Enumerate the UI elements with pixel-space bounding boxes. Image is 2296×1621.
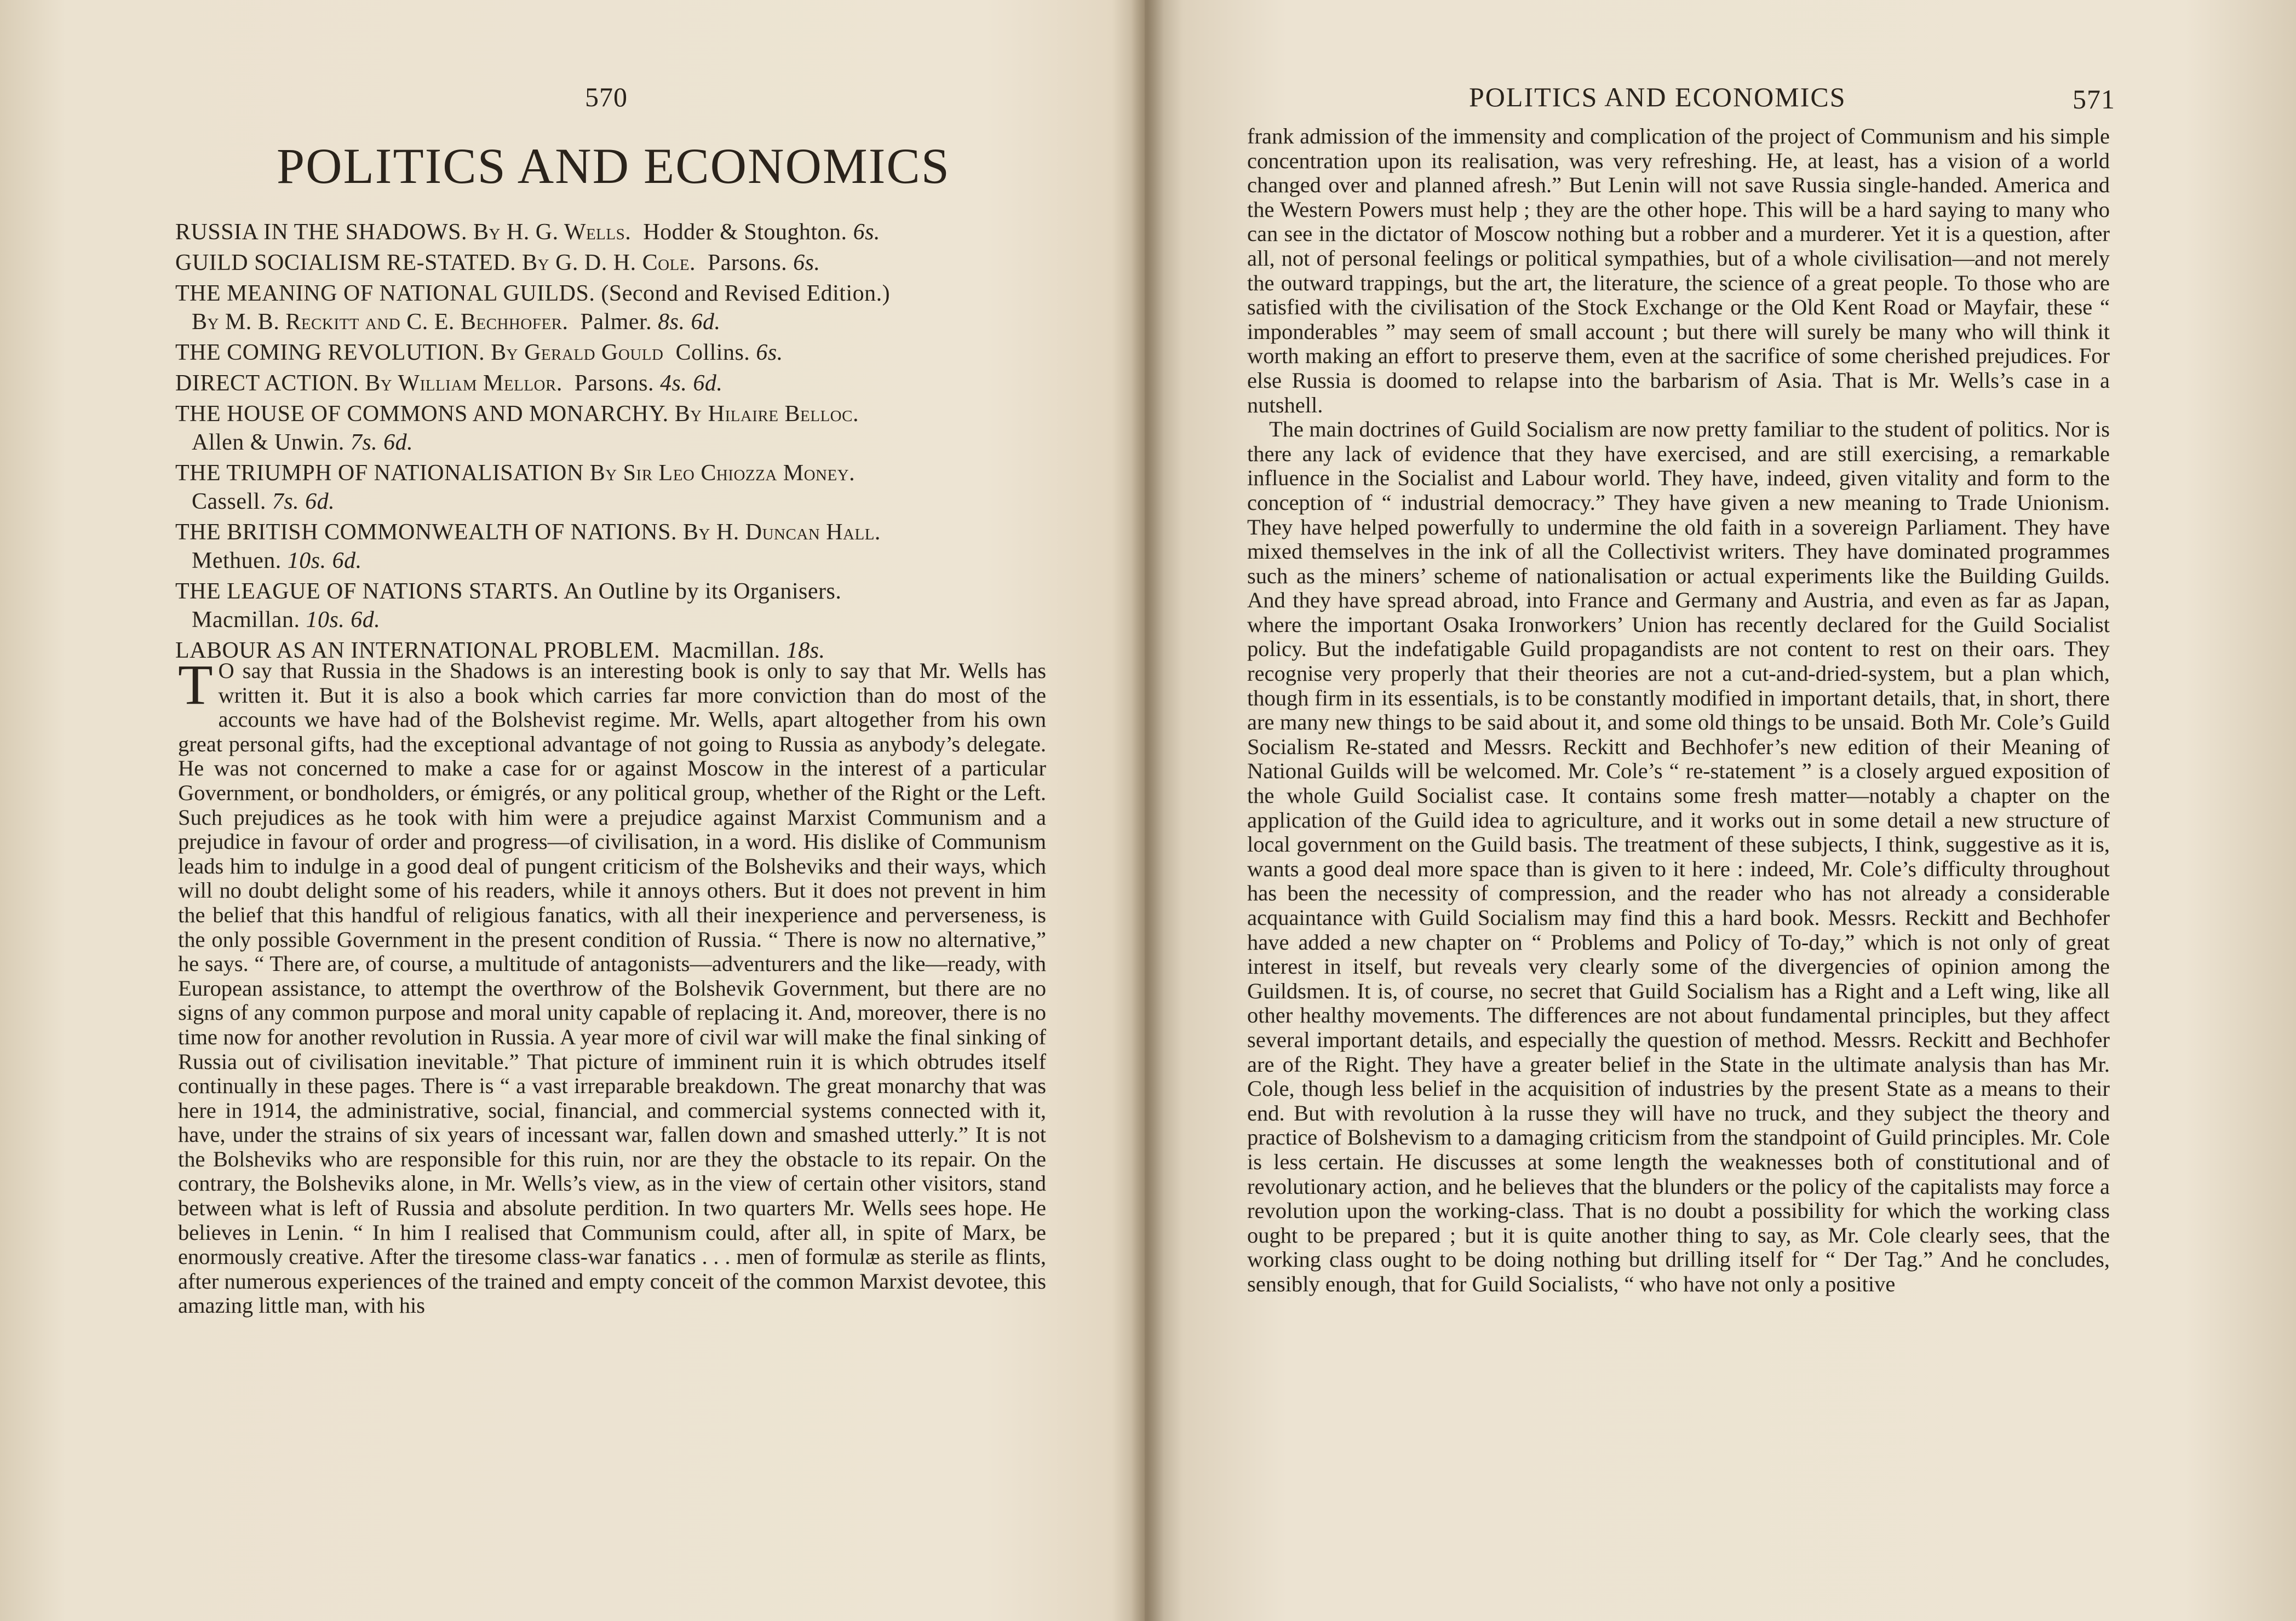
book-author: By William Mellor. (365, 371, 562, 396)
book-publisher: Collins. (675, 340, 750, 365)
left-page (0, 0, 1145, 1621)
book-title: THE BRITISH COMMONWEALTH OF NATIONS. (175, 520, 677, 545)
book-title: THE TRIUMPH OF NATIONALISATION (175, 461, 584, 486)
book-entry (175, 279, 1046, 336)
book-author: By H. Duncan Hall. (682, 520, 881, 545)
book-list (175, 218, 1046, 667)
book-entry (175, 369, 1046, 398)
book-title: THE HOUSE OF COMMONS AND MONARCHY. (175, 401, 669, 427)
gutter-shadow (1131, 0, 1164, 1621)
book-title: THE MEANING OF NATIONAL GUILDS. (Second and Revised Edition.) (175, 281, 891, 306)
book-price: 18s. (786, 638, 825, 663)
book-price: 4s. 6d. (660, 371, 723, 396)
book-title: GUILD SOCIALISM RE-STATED. (175, 250, 516, 275)
book-entry (175, 518, 1046, 575)
book-title: THE COMING REVOLUTION. (175, 340, 485, 365)
book-title: LABOUR AS AN INTERNATIONAL PROBLEM. (175, 638, 661, 663)
book-publisher: Allen & Unwin. (192, 430, 345, 455)
book-entry (175, 338, 1046, 367)
book-entry (175, 400, 1046, 457)
review-paragraph: O say that Russia in the Shadows is an interesting book is only to say that Mr. Wells has written it. But it is also a book which carries far more conviction than do most of the accounts we have had of the Bolshevist regime. Mr. Wells, apart altogether from his own great personal gifts, had the exceptional advantage of not going to Russia as anybody’s delegate. He was not concerned to make a case for or against Moscow in the interest of a particular Government, or bondholders, or émigrés, or any political group, whether of the Right or the Left. Such prejudices as he took with him were a prejudice against Marxist Communism and a prejudice in favour of order and progress—of civilisation, in a word. His dislike of Communism leads him to indulge in a good deal of pungent criticism of the Bolsheviks and their ways, which will no doubt delight some of his readers, while it annoys others. But it does not prevent in him the belief that this handful of religious fanatics, with all their inexperience and perverseness, is the only possible Government in the present condition of Russia. “ There is now no alternative,” he says. “ There are, of course, a multitude of antagonists—adventurers and the like—ready, with European assistance, to attempt the overthrow of the Bolshevik Government, but there are no signs of any common purpose and moral unity capable of replacing it. And, moreover, there is no time now for another revolution in Russia. A year more of civil war will make the final sinking of Russia out of civilisation inevitable.” That picture of imminent ruin it is which obtrudes itself continually in these pages. There is “ a vast irreparable breakdown. The great monarchy that was here in 1914, the administrative, social, financial, and commercial systems connected with it, have, under the strains of six years of incessant war, fallen down and smashed utterly.” It is not the Bolsheviks who are responsible for this ruin, nor are they the obstacle to its repair. On the contrary, the Bolsheviks alone, in Mr. Wells’s view, as in the view of certain other visitors, stand between what is left of Russia and absolute perdition. In two quarters Mr. Wells sees hope. He believes in Lenin. “ In him I realised that Communism could, after all, in spite of Marx, be enormously creative. After the tiresome class-war fanatics . . . men of formulæ as sterile as flints, after numerous experiences of the trained and empty conceit of the common Marxist devotee, this amazing little man, with his (178, 658, 1046, 1318)
page-number: 571 (2073, 84, 2115, 114)
book-title: RUSSIA IN THE SHADOWS. (175, 220, 467, 245)
book-publisher: Hodder & Stoughton. (643, 220, 847, 245)
book-author: By H. G. Wells. (473, 220, 632, 245)
review-paragraph: The main doctrines of Guild Socialism are now pretty familiar to the student of politics. Nor is there any lack of evidence that they have exercised, and are still exercising, a remarkable influence in the Socialist and Labour world. They have, indeed, given vitality and form to the conception of “ industrial democracy.” They have given a new meaning to Trade Unionism. They have helped powerfully to undermine the old faith in a sovereign Parliament. They have mixed themselves in the ink of all the Collectivist writers. They have dominated programmes such as the miners’ scheme of nationalisation or actual experiments like the Building Guilds. And they have spread abroad, into France and Germany and Austria, and even as far as Japan, where the important Osaka Ironworkers’ Union has recently declared for the Guild Socialist policy. But the indefatigable Guild propagandists are not content to rest on their oars. They recognise very properly that their theories are not a cut-and-dried-system, but a plan which, though firm in its essentials, is to be constantly modified in important details, that, in short, there are many new things to be said about it, and some old things to be unsaid. Both Mr. Cole’s Guild Socialism Re-stated and Messrs. Reckitt and Bechhofer’s new edition of their Meaning of National Guilds will be welcomed. Mr. Cole’s “ re-statement ” is a closely argued exposition of the whole Guild Socialist case. It contains some fresh matter—notably a chapter on the application of the Guild idea to agriculture, and it works out in some detail a new structure of local government on the Guild basis. The treatment of these subjects, I think, suggestive as it is, wants a good deal more space than is given to it here : indeed, Mr. Cole’s difficulty throughout has been the necessity of compression, and the reader who has not already a considerable acquaintance with Guild Socialism may find this a hard book. Messrs. Reckitt and Bechhofer have added a new chapter on “ Problems and Policy of To-day,” which is not only of great interest in itself, but reveals very clearly some of the divergencies of opinion among the Guildsmen. It is, of course, no secret that Guild Socialism has a Right and a Left wing, like all other healthy movements. The differences are not about fundamental principles, but they affect several important details, and especially the question of method. Messrs. Reckitt and Bechhofer are of the Right. They have a greater belief in the State in the ultimate analysis than has Mr. Cole, though less belief in the acquisition of industries by the present State as a means to their end. But with revolution à la russe they will have no truck, and they subject the theory and practice of Bolshevism to a damaging criticism from the standpoint of Guild principles. Mr. Cole is less certain. He discusses at some length the weaknesses both of constitutional and of revolutionary action, and he believes that the blunders or the policy of the capitalists may force a revolution upon the working-class. That is no doubt a possibility for which the working class ought to be prepared ; but it is quite another thing to say, as Mr. Cole clearly sees, that the working class ought to be doing nothing but drilling itself for “ Der Tag.” And he concludes, sensibly enough, that for Guild Socialists, “ who have not only a positive (1247, 417, 2110, 1296)
book-author: By M. B. Reckitt and C. E. Bechhofer. (192, 309, 569, 335)
book-author: By G. D. H. Cole. (522, 250, 696, 275)
right-page (1145, 0, 2296, 1621)
page-number: 570 (585, 82, 628, 112)
book-entry (175, 459, 1046, 516)
review-body-right (1247, 124, 2110, 1297)
book-title: THE LEAGUE OF NATIONS STARTS. (175, 579, 559, 604)
book-price: 6s. (853, 220, 880, 245)
book-publisher: Palmer. (580, 309, 652, 335)
book-price: 8s. 6d. (658, 309, 721, 335)
book-price: 7s. 6d. (350, 430, 414, 455)
book-entry (175, 577, 1046, 634)
book-author: By Sir Leo Chiozza Money. (589, 461, 856, 486)
page-title: POLITICS AND ECONOMICS (277, 138, 950, 194)
book-price: 7s. 6d. (272, 489, 335, 514)
drop-cap: T (178, 653, 213, 716)
book-author: By Gerald Gould (491, 340, 664, 365)
book-author: An Outline by its Organisers. (564, 579, 842, 604)
book-entry (175, 218, 1046, 246)
review-body-left (178, 653, 1046, 1318)
book-price: 10s. 6d. (306, 607, 381, 633)
book-publisher: Macmillan. (192, 607, 300, 633)
book-price: 10s. 6d. (287, 548, 362, 573)
book-price: 6s. (756, 340, 783, 365)
book-price: 6s. (793, 250, 820, 275)
book-publisher: Parsons. (707, 250, 788, 275)
book-title: DIRECT ACTION. (175, 371, 359, 396)
review-paragraph: frank admission of the immensity and complication of the project of Communism and his simple concentration upon its realisation, was very refreshing. He, at least, has a vision of a world changed over and planned afresh.” But Lenin will not save Russia single-handed. America and the Western Powers must help ; they are the other hope. This will be a hard saying to many who can see in the dictator of Moscow nothing but a robber and a murderer. Yet it is a question, after all, not of personal feelings or political sympathies, but of a whole civilisation—and not merely the outward trappings, but the art, the literature, the science of a great people. To those who are satisfied with the civilisation of the Stock Exchange or the Old Kent Road or Mayfair, these “ imponderables ” may seem of small account ; but there will surely be many who will think it worth making an effort to preserve them, even at the sacrifice of some cherished prejudices. For else Russia is doomed to relapse into the barbarism of Asia. That is Mr. Wells’s case in a nutshell. (1247, 124, 2110, 417)
book-publisher: Macmillan. (672, 638, 780, 663)
book-entry (175, 249, 1046, 277)
book-author: By Hilaire Belloc. (674, 401, 859, 427)
book-publisher: Methuen. (192, 548, 282, 573)
running-head: POLITICS AND ECONOMICS (1469, 82, 1846, 112)
book-publisher: Parsons. (574, 371, 655, 396)
book-publisher: Cassell. (192, 489, 266, 514)
